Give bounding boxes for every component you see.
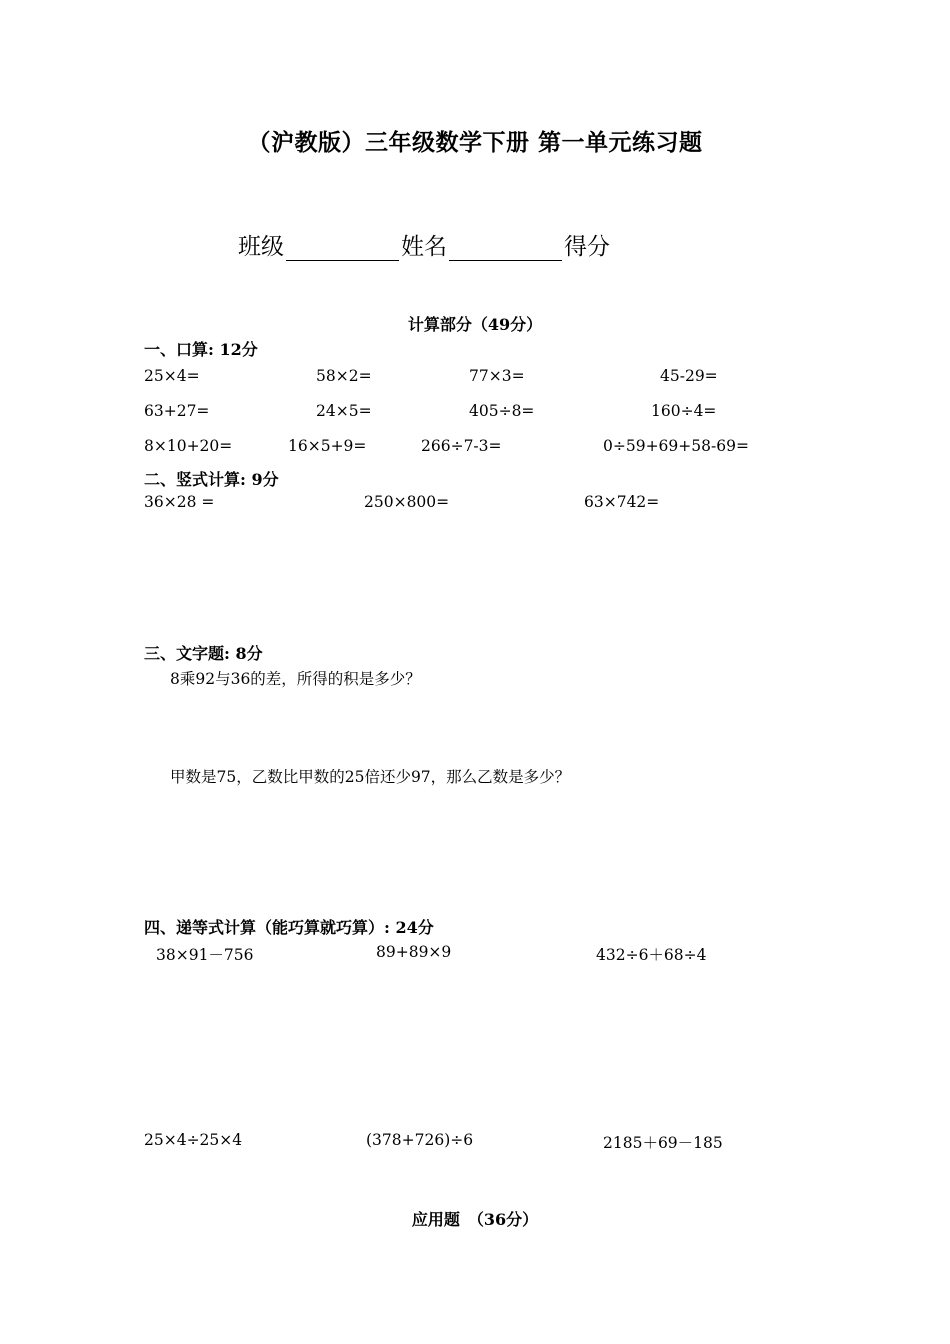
oral-problem: 63+27= bbox=[144, 402, 210, 420]
stepwise-heading: 四、递等式计算（能巧算就巧算）: 24分 bbox=[144, 918, 434, 937]
oral-heading: 一、口算: 12分 bbox=[144, 340, 258, 359]
class-label: 班级 bbox=[238, 234, 284, 260]
stepwise-problem: 89+89×9 bbox=[376, 943, 452, 961]
vertical-problem: 36×28 = bbox=[144, 493, 215, 511]
stepwise-problem: 25×4÷25×4 bbox=[144, 1131, 243, 1149]
stepwise-problem: 38×91－756 bbox=[156, 946, 254, 964]
oral-problem: 77×3= bbox=[469, 367, 525, 385]
vertical-problem: 250×800= bbox=[364, 493, 450, 511]
stepwise-problem: 2185＋69－185 bbox=[603, 1134, 723, 1152]
word-problem: 8乘92与36的差，所得的积是多少？ bbox=[170, 670, 421, 688]
student-info-line bbox=[238, 228, 610, 261]
word-problem: 甲数是75，乙数比甲数的25倍还少97，那么乙数是多少？ bbox=[170, 768, 571, 786]
oral-problem: 405÷8= bbox=[469, 402, 535, 420]
application-section-title: 应用题 （36分） bbox=[411, 1210, 539, 1229]
calc-section-title: 计算部分（49分） bbox=[407, 315, 543, 334]
oral-problem: 0÷59+69+58-69= bbox=[603, 437, 749, 455]
vertical-problem: 63×742= bbox=[584, 493, 660, 511]
oral-problem: 160÷4= bbox=[651, 402, 717, 420]
oral-problem: 25×4= bbox=[144, 367, 200, 385]
name-blank[interactable] bbox=[449, 234, 562, 261]
oral-problem: 8×10+20= bbox=[144, 437, 233, 455]
stepwise-problem: 432÷6＋68÷4 bbox=[596, 946, 707, 964]
word-heading: 三、文字题: 8分 bbox=[144, 644, 263, 663]
page-title: （沪教版）三年级数学下册 第一单元练习题 bbox=[247, 129, 703, 156]
oral-problem: 16×5+9= bbox=[288, 437, 367, 455]
score-label: 得分 bbox=[564, 234, 610, 260]
stepwise-problem: (378+726)÷6 bbox=[366, 1131, 474, 1149]
name-label: 姓名 bbox=[401, 234, 447, 260]
oral-problem: 266÷7-3= bbox=[421, 437, 502, 455]
oral-problem: 58×2= bbox=[316, 367, 372, 385]
oral-problem: 45-29= bbox=[660, 367, 718, 385]
oral-problem: 24×5= bbox=[316, 402, 372, 420]
vertical-heading: 二、竖式计算: 9分 bbox=[144, 470, 279, 489]
class-blank[interactable] bbox=[286, 234, 399, 261]
